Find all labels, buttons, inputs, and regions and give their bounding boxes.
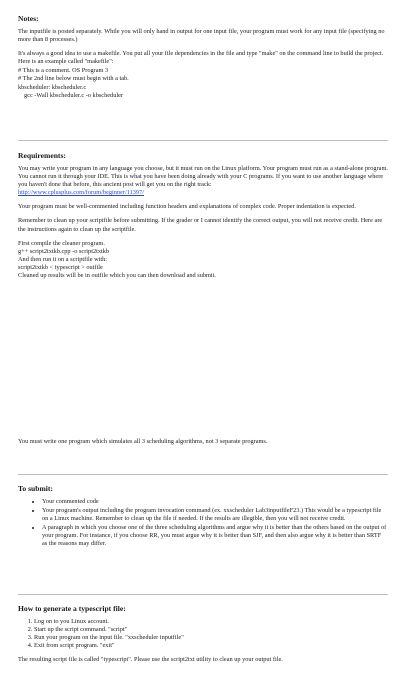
cleanup-step: And then run it on a scriptfile with: (18, 255, 108, 263)
cleanup-steps (18, 240, 388, 280)
typescript-step: 1. Log on to you Linux account. (34, 618, 388, 626)
cleanup-step: First compile the cleaner program. (18, 239, 105, 247)
makefile-example (18, 67, 388, 99)
requirements-heading: Requirements: (18, 151, 66, 160)
cleanup-step: g++ script2txtkb.cpp -o script2txtkb (18, 247, 110, 255)
notes-heading: Notes: (18, 14, 39, 23)
code-line: # The 2nd line below must begin with a tab. (18, 75, 129, 83)
intro-section (18, 438, 388, 452)
submit-item: • Your commented code (42, 498, 388, 506)
cleanup-step: script2txtkb < typescript > outfile (18, 263, 103, 271)
typescript-step: 2. Start up the script command. "script" (34, 626, 388, 634)
submit-heading: To submit: (18, 484, 53, 493)
notes-section (18, 14, 388, 100)
notes-paragraph-2: It's always a good idea to use a makefile. You put all your file dependencies in the file and type "make" on the command line to build the project. Here is an example called "makefile": (18, 50, 384, 66)
cleanup-step: Cleaned up results will be in outfile which you can then download and submit. (18, 272, 216, 280)
typescript-note: The resulting script file is called "typescript". Please use the script2txt utility to clean up your output file. (18, 656, 283, 664)
typescript-step: 4. Exit from script program. "exit" (34, 642, 388, 650)
notes-paragraph-1: The inputfile is posted separately. While you will only hand in output for one input file, your program must work for any input file (specifying no more than 8 processes.) (18, 28, 385, 44)
submit-section (18, 484, 388, 550)
typescript-section (18, 604, 388, 670)
code-line: kbscheduler: kbscheduler.c (18, 83, 87, 91)
typescript-heading: How to generate a typescript file: (18, 604, 126, 613)
typescript-steps (18, 618, 388, 650)
cplusplus-forum-link[interactable]: http://www.cplusplus.com/forum/beginner/11397/ (18, 189, 144, 197)
requirements-section (18, 151, 388, 280)
requirements-paragraph-3: Remember to clean up your scriptfile before submitting. If the grader or I cannot identify the correct output, you will not receive credit. Here are the instructions again to clean up the scriptfile. (18, 217, 383, 233)
requirements-paragraph-2: Your program must be well-commented including function headers and explanations of complex code. Proper indentation is expected. (18, 203, 356, 211)
submit-list (18, 498, 388, 549)
typescript-step: 3. Run your program on the input file. "xxscheduler inputfile" (34, 634, 388, 642)
divider (18, 140, 388, 141)
code-line: # This is a comment. OS Program 3 (18, 67, 109, 75)
code-line: gcc -Wall kbscheduler.c -o kbscheduler (24, 91, 123, 99)
divider (18, 594, 388, 595)
submit-item: • Your program's output including the program invocation command (ex. xxscheduler Lab3inputfileF23.) This would be a typescript file on a Linux machine. Remember to clean up the file if needed. If the results are illegible, then you will not receive credit. (42, 507, 388, 523)
requirements-paragraph-1: You may write your program in any language you choose, but it must run on the Linux platform. Your program must run as a stand-alone program. You cannot run it through your IDE. This is what you have been doing already with your C programs. If you want to use another language where you haven't done that before, this ancient post will get you on the right track: (18, 165, 388, 189)
submit-item: • A paragraph in which you choose one of the three scheduling algorithms and argue why it is better than the others based on the output of your program. For instance, if you choose RR, you must argue why it is better than SJF, and then also argue why it is better than SRTF as the reasons may differ. (42, 524, 388, 548)
intro-text: You must write one program which simulates all 3 scheduling algorithms, not 3 separate programs. (18, 438, 268, 445)
divider (18, 474, 388, 475)
